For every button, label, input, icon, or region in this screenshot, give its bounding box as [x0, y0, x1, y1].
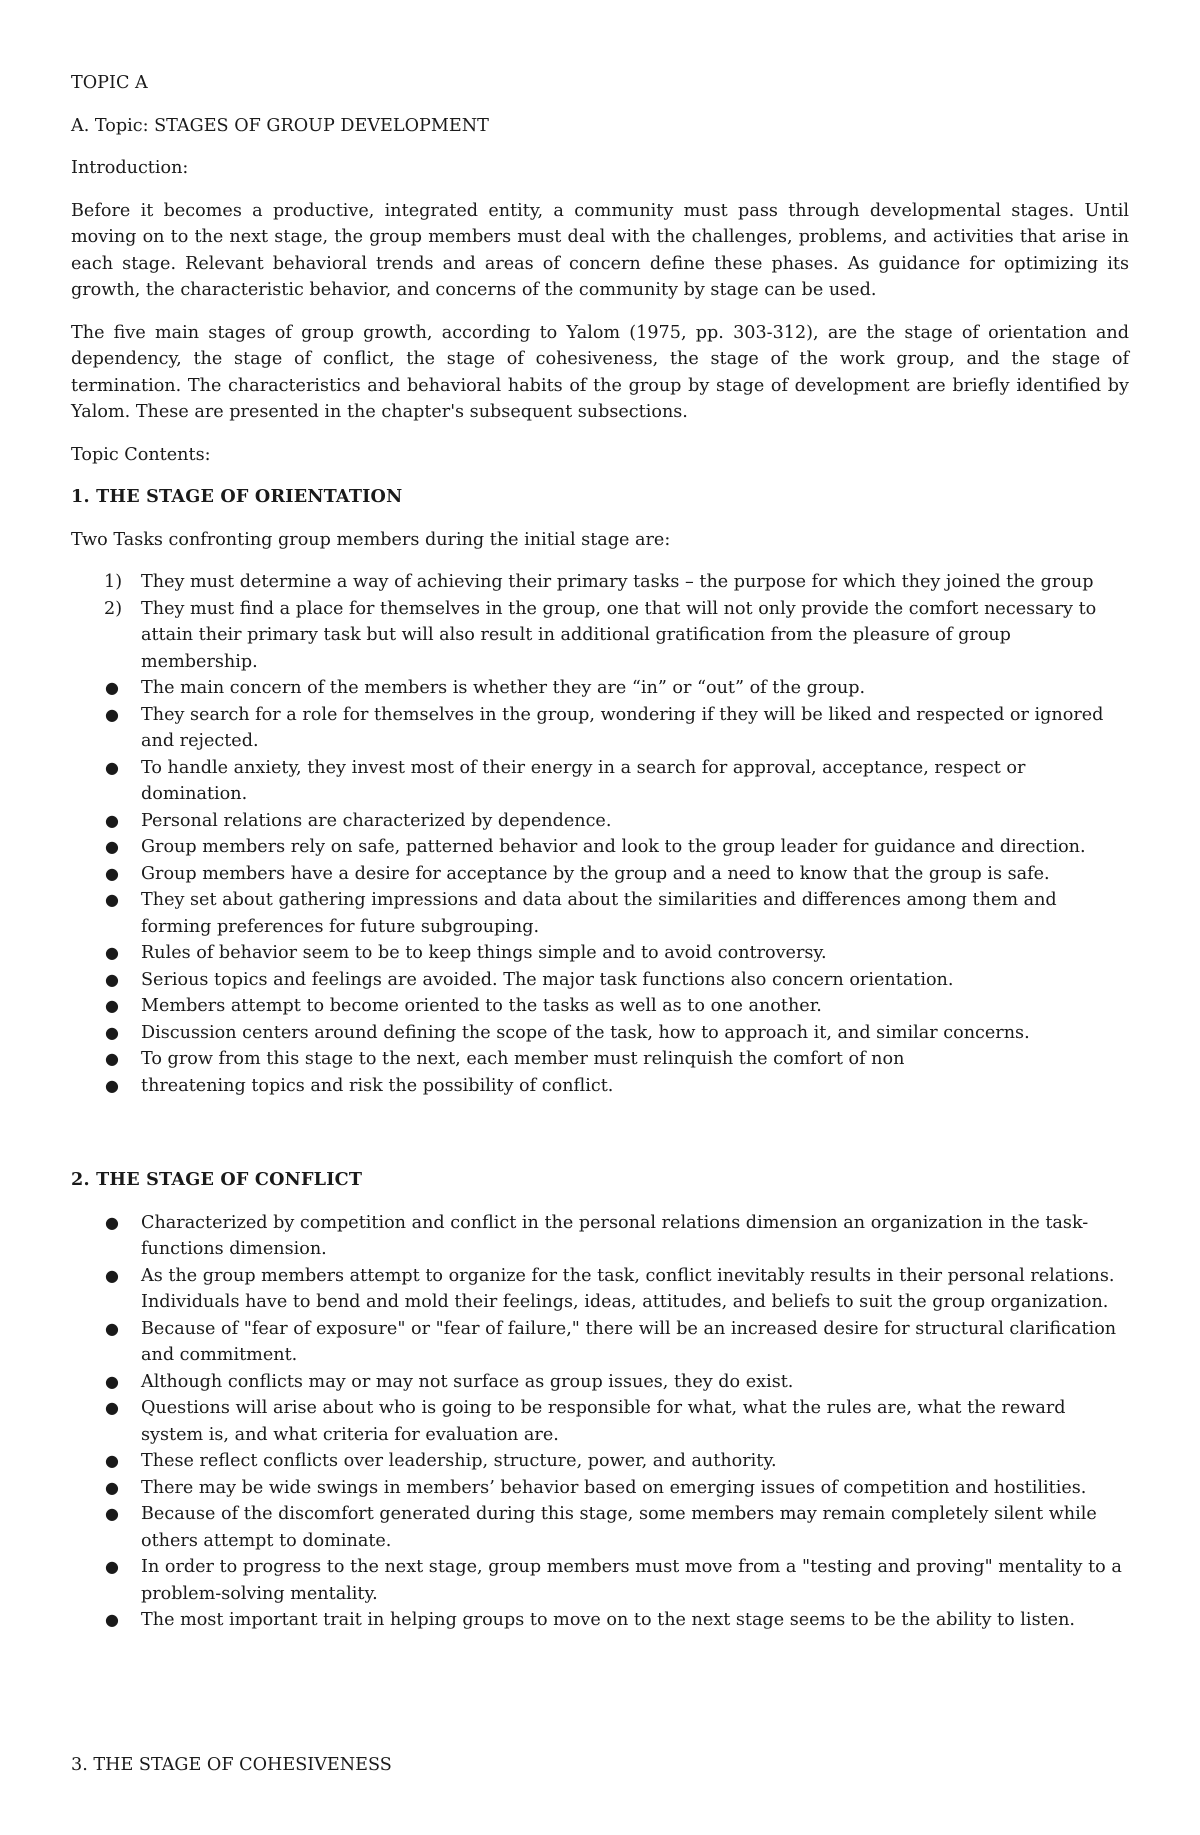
bullet-item — [71, 887, 1129, 940]
bullet-icon: ● — [105, 1451, 119, 1470]
bullet-item — [71, 808, 1129, 835]
section-1-intro: Two Tasks confronting group members during the initial stage are: — [71, 529, 671, 550]
list-item-text: Characterized by competition and conflict in the personal relations dimension an organization in the task-functions dimension. — [141, 1212, 1089, 1259]
bullet-icon: ● — [105, 1504, 119, 1523]
bullet-item — [71, 1554, 1129, 1607]
bullet-icon: ● — [105, 1075, 119, 1095]
list-number: 1) — [104, 572, 123, 592]
numbered-item — [71, 596, 1129, 676]
bullet-item — [71, 1020, 1129, 1047]
document-page — [71, 70, 1129, 1778]
bullet-item — [71, 1501, 1129, 1554]
bullet-icon: ● — [105, 969, 119, 989]
section-1-list — [71, 569, 1129, 1099]
bullet-item — [71, 1369, 1129, 1396]
section-2-heading: 2. THE STAGE OF CONFLICT — [71, 1169, 363, 1190]
list-number: 2) — [104, 598, 123, 619]
list-item-text: Questions will arise about who is going to be responsible for what, what the rules are, what the reward system is, and what criteria for evaluation are. — [141, 1398, 1066, 1445]
topic-title: A. Topic: STAGES OF GROUP DEVELOPMENT — [71, 115, 489, 136]
bullet-item — [71, 834, 1129, 861]
bullet-icon: ● — [105, 1265, 119, 1285]
intro-label: Introduction: — [71, 158, 189, 178]
bullet-item — [71, 755, 1129, 808]
bullet-item — [71, 1210, 1129, 1263]
bullet-icon: ● — [105, 943, 119, 962]
intro-paragraph: Before it becomes a productive, integrated entity, a community must pass through developmental stages. Until moving on to the next stage, the group members must deal with the challenges, problems, and activities that arise in each stage. Relevant behavioral trends and areas of concern define these phases. As guidance for optimizing its growth, the characteristic behavior, and concerns of the community by stage can be used. — [71, 200, 1129, 300]
bullet-icon: ● — [105, 1022, 119, 1042]
bullet-item — [71, 1475, 1129, 1502]
bullet-item — [71, 1448, 1129, 1475]
bullet-icon: ● — [105, 863, 119, 883]
list-item-text: threatening topics and risk the possibility of conflict. — [141, 1075, 614, 1096]
bullet-icon: ● — [105, 1610, 119, 1629]
bullet-icon: ● — [105, 1398, 119, 1417]
bullet-icon: ● — [105, 678, 119, 697]
section-3-heading: 3. THE STAGE OF COHESIVENESS — [71, 1754, 392, 1775]
list-item-text: They set about gathering impressions and data about the similarities and differences among them and forming preferences for future subgrouping. — [141, 890, 1057, 937]
bullet-item — [71, 967, 1129, 994]
bullet-item — [71, 861, 1129, 888]
bullet-item — [71, 702, 1129, 755]
list-item-text: These reflect conflicts over leadership, structure, power, and authority. — [141, 1451, 777, 1471]
spacer — [71, 1634, 1129, 1752]
list-item-text: To grow from this stage to the next, each member must relinquish the comfort of non — [141, 1049, 905, 1069]
spacer — [71, 1099, 1129, 1167]
bullet-item — [71, 1073, 1129, 1100]
bullet-icon: ● — [105, 1212, 119, 1232]
bullet-item — [71, 940, 1129, 967]
bullet-icon: ● — [105, 810, 119, 830]
bullet-item — [71, 1263, 1129, 1316]
topic-label: TOPIC A — [71, 73, 148, 93]
bullet-item — [71, 1316, 1129, 1369]
list-item-text: They search for a role for themselves in the group, wondering if they will be liked and respected or ignored and rejected. — [141, 704, 1104, 751]
list-item-text: Group members rely on safe, patterned behavior and look to the group leader for guidance and direction. — [141, 837, 1086, 857]
bullet-icon: ● — [105, 1477, 119, 1497]
bullet-item — [71, 1395, 1129, 1448]
list-item-text: Discussion centers around defining the scope of the task, how to approach it, and similar concerns. — [141, 1022, 1030, 1043]
list-item-text: Because of "fear of exposure" or "fear of failure," there will be an increased desire for structural clarification and commitment. — [141, 1318, 1117, 1365]
bullet-icon: ● — [105, 890, 119, 909]
numbered-item — [71, 569, 1129, 596]
list-item-text: Personal relations are characterized by dependence. — [141, 810, 612, 831]
bullet-icon: ● — [105, 1371, 119, 1391]
bullet-icon: ● — [105, 1049, 119, 1068]
bullet-item — [71, 1046, 1129, 1073]
list-item-text: They must find a place for themselves in the group, one that will not only provide the comfort necessary to attain their primary task but will also result in additional gratification from the pleasure of group membership. — [141, 598, 1097, 672]
bullet-icon: ● — [105, 1318, 119, 1338]
list-item-text: To handle anxiety, they invest most of their energy in a search for approval, acceptance, respect or domination. — [141, 757, 1026, 804]
list-item-text: As the group members attempt to organize for the task, conflict inevitably results in their personal relations. Individuals have to bend and mold their feelings, ideas, attitudes, and beliefs to suit the group organization. — [141, 1265, 1115, 1312]
bullet-icon: ● — [105, 996, 119, 1015]
bullet-item — [71, 1607, 1129, 1634]
section-1-heading: 1. THE STAGE OF ORIENTATION — [71, 486, 403, 507]
bullet-icon: ● — [105, 1557, 119, 1576]
bullet-icon: ● — [105, 837, 119, 856]
list-item-text: Because of the discomfort generated during this stage, some members may remain completely silent while others attempt to dominate. — [141, 1504, 1097, 1551]
list-item-text: Serious topics and feelings are avoided. The major task functions also concern orientation. — [141, 969, 954, 990]
list-item-text: Members attempt to become oriented to the tasks as well as to one another. — [141, 996, 822, 1016]
contents-label: Topic Contents: — [71, 444, 211, 465]
section-2-list — [71, 1210, 1129, 1634]
list-item-text: There may be wide swings in members’ behavior based on emerging issues of competition and hostilities. — [141, 1477, 1087, 1498]
bullet-icon: ● — [105, 757, 119, 777]
bullet-icon: ● — [105, 704, 119, 724]
list-item-text: In order to progress to the next stage, group members must move from a "testing and proving" mentality to a problem-solving mentality. — [141, 1557, 1122, 1604]
list-item-text: They must determine a way of achieving their primary tasks – the purpose for which they joined the group — [141, 572, 1094, 592]
list-item-text: The most important trait in helping groups to move on to the next stage seems to be the ability to listen. — [141, 1610, 1075, 1630]
bullet-item — [71, 993, 1129, 1020]
list-item-text: Group members have a desire for acceptance by the group and a need to know that the group is safe. — [141, 863, 1050, 884]
list-item-text: Although conflicts may or may not surface as group issues, they do exist. — [141, 1371, 794, 1392]
intro-paragraph: The five main stages of group growth, according to Yalom (1975, pp. 303-312), are the stage of orientation and dependency, the stage of conflict, the stage of cohesiveness, the stage of the work group, and the stage of termination. The characteristics and behavioral habits of the group by stage of development are briefly identified by Yalom. These are presented in the chapter's subsequent subsections. — [71, 322, 1129, 422]
list-item-text: Rules of behavior seem to be to keep things simple and to avoid controversy. — [141, 943, 827, 963]
bullet-item — [71, 675, 1129, 702]
list-item-text: The main concern of the members is whether they are “in” or “out” of the group. — [141, 678, 866, 698]
